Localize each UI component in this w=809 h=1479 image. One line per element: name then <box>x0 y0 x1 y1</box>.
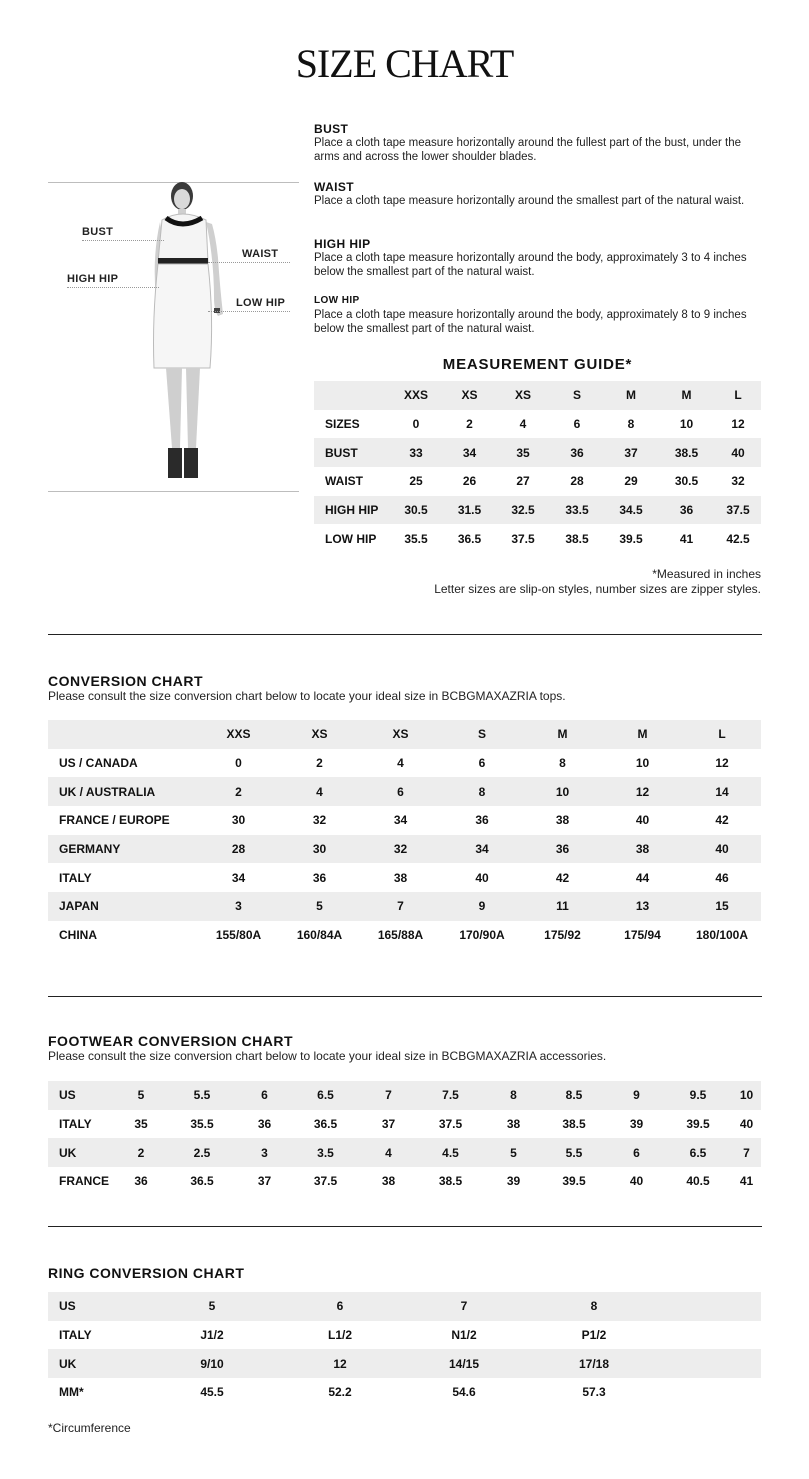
table-row <box>314 438 761 467</box>
table-cell: 0 <box>389 410 443 439</box>
table-row-label: UK / AUSTRALIA <box>48 777 198 806</box>
table-row-label: UK <box>48 1138 120 1167</box>
table-row <box>314 467 761 496</box>
table-cell: L <box>715 381 761 410</box>
table-row <box>48 777 761 806</box>
bust-guide-line <box>82 240 164 241</box>
table-cell: 42 <box>683 806 761 835</box>
table-cell <box>664 1378 761 1407</box>
table-row-label: ITALY <box>48 1110 120 1139</box>
table-cell: 8 <box>523 749 602 778</box>
guide-title: HIGH HIP <box>314 237 371 251</box>
table-cell: S <box>441 720 523 749</box>
table-cell: 7 <box>360 892 441 921</box>
table-cell: N1/2 <box>404 1321 524 1350</box>
table-cell: 29 <box>604 467 658 496</box>
table-cell: 45.5 <box>148 1378 276 1407</box>
table-cell: 30 <box>279 835 360 864</box>
table-cell: 36 <box>658 496 715 525</box>
table-cell: 5 <box>488 1138 539 1167</box>
table-cell: 6 <box>242 1081 287 1110</box>
high-hip-guide-line <box>67 287 159 288</box>
table-cell: M <box>604 381 658 410</box>
table-cell: 6 <box>550 410 604 439</box>
table-cell: 35.5 <box>389 524 443 553</box>
table-cell: S <box>550 381 604 410</box>
table-cell: 52.2 <box>276 1378 404 1407</box>
table-cell: 38 <box>523 806 602 835</box>
table-cell: 38.5 <box>658 438 715 467</box>
waist-guide-line <box>208 262 290 263</box>
table-cell: 4.5 <box>413 1138 488 1167</box>
table-cell: M <box>602 720 683 749</box>
table-cell: 7 <box>732 1138 761 1167</box>
table-cell: 12 <box>683 749 761 778</box>
table-cell: 44 <box>602 863 683 892</box>
table-row <box>48 806 761 835</box>
table-cell: XS <box>443 381 496 410</box>
table-cell: 40 <box>609 1167 664 1196</box>
table-cell <box>664 1349 761 1378</box>
table-cell: 40 <box>441 863 523 892</box>
table-row-label: GERMANY <box>48 835 198 864</box>
table-row <box>48 1138 761 1167</box>
table-cell: 34.5 <box>604 496 658 525</box>
table-row-label: ITALY <box>48 1321 148 1350</box>
table-cell: 10 <box>523 777 602 806</box>
table-cell: 38 <box>488 1110 539 1139</box>
table-cell: 40 <box>715 438 761 467</box>
table-cell: 37 <box>364 1110 413 1139</box>
table-cell: 57.3 <box>524 1378 664 1407</box>
table-row-label: FRANCE <box>48 1167 120 1196</box>
table-cell: 32 <box>279 806 360 835</box>
table-cell: 2 <box>120 1138 162 1167</box>
table-cell: 37.5 <box>287 1167 364 1196</box>
table-row-label: HIGH HIP <box>314 496 389 525</box>
table-cell: 25 <box>389 467 443 496</box>
table-cell: 34 <box>198 863 279 892</box>
table-cell: 180/100A <box>683 921 761 950</box>
guide-waist <box>314 180 764 208</box>
table-cell: 33.5 <box>550 496 604 525</box>
table-cell: 37.5 <box>413 1110 488 1139</box>
table-cell: 4 <box>496 410 550 439</box>
table-cell: 37 <box>604 438 658 467</box>
table-row <box>48 892 761 921</box>
circumference-note: *Circumference <box>48 1421 131 1435</box>
footwear-chart-title: FOOTWEAR CONVERSION CHART <box>48 1033 294 1049</box>
table-cell: 6 <box>360 777 441 806</box>
table-cell: 175/92 <box>523 921 602 950</box>
table-cell: 39 <box>609 1110 664 1139</box>
figure-label-bust: BUST <box>82 226 114 238</box>
table-cell: P1/2 <box>524 1321 664 1350</box>
table-row <box>314 496 761 525</box>
table-cell: 42.5 <box>715 524 761 553</box>
table-cell: 28 <box>198 835 279 864</box>
guide-bust <box>314 122 764 164</box>
table-cell: L1/2 <box>276 1321 404 1350</box>
table-cell: 3 <box>242 1138 287 1167</box>
table-row-label: FRANCE / EUROPE <box>48 806 198 835</box>
table-cell: XS <box>360 720 441 749</box>
table-cell: 36 <box>550 438 604 467</box>
table-cell: 5.5 <box>162 1081 242 1110</box>
table-row <box>48 1292 761 1321</box>
table-row-label: US / CANADA <box>48 749 198 778</box>
guide-title: LOW HIP <box>314 295 360 306</box>
table-cell: 40 <box>602 806 683 835</box>
table-cell: 36 <box>523 835 602 864</box>
section-divider <box>48 634 762 635</box>
table-cell: XS <box>279 720 360 749</box>
table-cell: 7.5 <box>413 1081 488 1110</box>
table-cell: 2 <box>198 777 279 806</box>
table-row <box>48 1349 761 1378</box>
table-row-label: US <box>48 1081 120 1110</box>
table-cell: 8 <box>441 777 523 806</box>
table-cell: 31.5 <box>443 496 496 525</box>
table-cell: 42 <box>523 863 602 892</box>
table-row <box>48 749 761 778</box>
table-cell: 35 <box>496 438 550 467</box>
table-cell: 46 <box>683 863 761 892</box>
table-cell: 6.5 <box>287 1081 364 1110</box>
table-cell: 5.5 <box>539 1138 609 1167</box>
guide-low-hip <box>314 294 764 336</box>
table-cell: 10 <box>658 410 715 439</box>
section-divider <box>48 1226 762 1227</box>
table-cell: 9 <box>609 1081 664 1110</box>
table-header-row <box>314 381 761 410</box>
table-row-label: BUST <box>314 438 389 467</box>
table-cell: 5 <box>120 1081 162 1110</box>
table-cell: 41 <box>658 524 715 553</box>
table-row <box>48 1167 761 1196</box>
table-cell: 8 <box>488 1081 539 1110</box>
table-cell: 14 <box>683 777 761 806</box>
table-row <box>48 1081 761 1110</box>
table-cell: M <box>658 381 715 410</box>
guide-title: WAIST <box>314 180 354 194</box>
table-cell: 10 <box>732 1081 761 1110</box>
table-cell: 13 <box>602 892 683 921</box>
table-cell: 9/10 <box>148 1349 276 1378</box>
table-cell: 170/90A <box>441 921 523 950</box>
table-cell: 2 <box>443 410 496 439</box>
table-cell: 54.6 <box>404 1378 524 1407</box>
table-cell: 15 <box>683 892 761 921</box>
table-cell: 39 <box>488 1167 539 1196</box>
table-cell: 32 <box>360 835 441 864</box>
table-cell <box>314 381 389 410</box>
table-cell: 30 <box>198 806 279 835</box>
ring-table <box>48 1292 761 1407</box>
table-cell: 39.5 <box>664 1110 732 1139</box>
section-divider <box>48 996 762 997</box>
guide-text: Place a cloth tape measure horizontally around the smallest part of the natural waist. <box>314 195 745 207</box>
table-cell: 38.5 <box>413 1167 488 1196</box>
table-cell: 3 <box>198 892 279 921</box>
table-cell: 2 <box>279 749 360 778</box>
table-cell: 40.5 <box>664 1167 732 1196</box>
table-cell: 0 <box>198 749 279 778</box>
table-row <box>314 410 761 439</box>
table-cell: 36 <box>242 1110 287 1139</box>
table-cell: 6 <box>276 1292 404 1321</box>
guide-text: Place a cloth tape measure horizontally around the body, approximately 8 to 9 inches below the smallest part of the natural waist. <box>314 309 747 335</box>
table-cell: 4 <box>279 777 360 806</box>
footwear-table <box>48 1081 761 1196</box>
table-cell: 39.5 <box>539 1167 609 1196</box>
table-cell: 34 <box>360 806 441 835</box>
guide-text: Place a cloth tape measure horizontally around the fullest part of the bust, under the arms and across the lower shoulder blades. <box>314 137 742 163</box>
guide-high-hip <box>314 237 764 279</box>
table-cell: 14/15 <box>404 1349 524 1378</box>
table-cell: 6.5 <box>664 1138 732 1167</box>
table-row <box>48 1110 761 1139</box>
table-cell: 175/94 <box>602 921 683 950</box>
table-row-label: LOW HIP <box>314 524 389 553</box>
table-row-label: US <box>48 1292 148 1321</box>
table-cell: 9 <box>441 892 523 921</box>
table-cell: 12 <box>276 1349 404 1378</box>
table-row <box>48 863 761 892</box>
table-cell: 40 <box>683 835 761 864</box>
table-cell: 34 <box>441 835 523 864</box>
table-cell: 4 <box>364 1138 413 1167</box>
table-cell: 9.5 <box>664 1081 732 1110</box>
table-cell: 36.5 <box>287 1110 364 1139</box>
table-cell: 36.5 <box>162 1167 242 1196</box>
table-cell: 39.5 <box>604 524 658 553</box>
table-cell: 34 <box>443 438 496 467</box>
table-cell: 30.5 <box>389 496 443 525</box>
table-cell: 36 <box>441 806 523 835</box>
table-cell: 26 <box>443 467 496 496</box>
table-header-row <box>48 720 761 749</box>
page-title: SIZE CHART <box>295 41 514 86</box>
table-row-label: JAPAN <box>48 892 198 921</box>
table-cell: 6 <box>441 749 523 778</box>
table-cell: 32 <box>715 467 761 496</box>
table-cell: 36 <box>120 1167 162 1196</box>
footwear-chart-desc: Please consult the size conversion chart below to locate your ideal size in BCBGMAXAZRIA accessories. <box>48 1049 607 1063</box>
table-cell: 2.5 <box>162 1138 242 1167</box>
guide-text: Place a cloth tape measure horizontally around the body, approximately 3 to 4 inches below the smallest part of the natural waist. <box>314 252 747 278</box>
table-row <box>314 524 761 553</box>
ring-chart-title: RING CONVERSION CHART <box>48 1265 245 1281</box>
table-cell: 7 <box>364 1081 413 1110</box>
table-cell: 37.5 <box>715 496 761 525</box>
table-cell: 35.5 <box>162 1110 242 1139</box>
table-cell: 30.5 <box>658 467 715 496</box>
table-cell: 36.5 <box>443 524 496 553</box>
table-row-label: UK <box>48 1349 148 1378</box>
table-cell: L <box>683 720 761 749</box>
table-cell: J1/2 <box>148 1321 276 1350</box>
table-cell: 38 <box>602 835 683 864</box>
conversion-chart-title: CONVERSION CHART <box>48 673 204 689</box>
measurement-guide-table <box>314 381 761 553</box>
conversion-table <box>48 720 761 950</box>
table-cell: 33 <box>389 438 443 467</box>
table-cell: 11 <box>523 892 602 921</box>
table-row <box>48 835 761 864</box>
table-row-label: ITALY <box>48 863 198 892</box>
table-cell: 5 <box>148 1292 276 1321</box>
table-cell: 28 <box>550 467 604 496</box>
table-cell: 8 <box>604 410 658 439</box>
measured-note: *Measured in inches <box>652 567 761 581</box>
table-cell: 4 <box>360 749 441 778</box>
table-cell: 38.5 <box>539 1110 609 1139</box>
table-cell: 40 <box>732 1110 761 1139</box>
table-cell <box>664 1292 761 1321</box>
guide-title: BUST <box>314 122 349 136</box>
style-note: Letter sizes are slip-on styles, number sizes are zipper styles. <box>434 582 761 596</box>
table-cell: 3.5 <box>287 1138 364 1167</box>
table-cell: 160/84A <box>279 921 360 950</box>
figure-label-high-hip: HIGH HIP <box>67 273 119 285</box>
table-cell: 8.5 <box>539 1081 609 1110</box>
conversion-chart-desc: Please consult the size conversion chart below to locate your ideal size in BCBGMAXAZRIA tops. <box>48 689 566 703</box>
figure-label-waist: WAIST <box>242 248 279 260</box>
table-cell: 37.5 <box>496 524 550 553</box>
table-cell: 10 <box>602 749 683 778</box>
table-row-label: SIZES <box>314 410 389 439</box>
table-row-label: CHINA <box>48 921 198 950</box>
table-row <box>48 1378 761 1407</box>
table-cell: 155/80A <box>198 921 279 950</box>
table-cell: 17/18 <box>524 1349 664 1378</box>
table-cell: 5 <box>279 892 360 921</box>
table-cell: 41 <box>732 1167 761 1196</box>
table-cell: 165/88A <box>360 921 441 950</box>
table-cell: 7 <box>404 1292 524 1321</box>
table-cell: 38 <box>360 863 441 892</box>
table-cell: 35 <box>120 1110 162 1139</box>
table-cell: XS <box>496 381 550 410</box>
table-cell: 38 <box>364 1167 413 1196</box>
low-hip-guide-line <box>208 311 290 312</box>
table-cell: 6 <box>609 1138 664 1167</box>
table-row <box>48 921 761 950</box>
table-cell <box>48 720 198 749</box>
table-cell: 38.5 <box>550 524 604 553</box>
table-cell: 37 <box>242 1167 287 1196</box>
table-cell: 27 <box>496 467 550 496</box>
table-cell: XXS <box>198 720 279 749</box>
table-cell: 32.5 <box>496 496 550 525</box>
table-cell <box>664 1321 761 1350</box>
table-cell: 8 <box>524 1292 664 1321</box>
table-cell: 12 <box>715 410 761 439</box>
figure-label-low-hip: LOW HIP <box>236 297 286 309</box>
table-row-label: MM* <box>48 1378 148 1407</box>
table-cell: XXS <box>389 381 443 410</box>
table-row <box>48 1321 761 1350</box>
table-cell: 36 <box>279 863 360 892</box>
table-cell: 12 <box>602 777 683 806</box>
dress-figure <box>48 178 299 496</box>
table-cell: M <box>523 720 602 749</box>
table-row-label: WAIST <box>314 467 389 496</box>
measurement-guide-title: MEASUREMENT GUIDE* <box>442 356 633 373</box>
